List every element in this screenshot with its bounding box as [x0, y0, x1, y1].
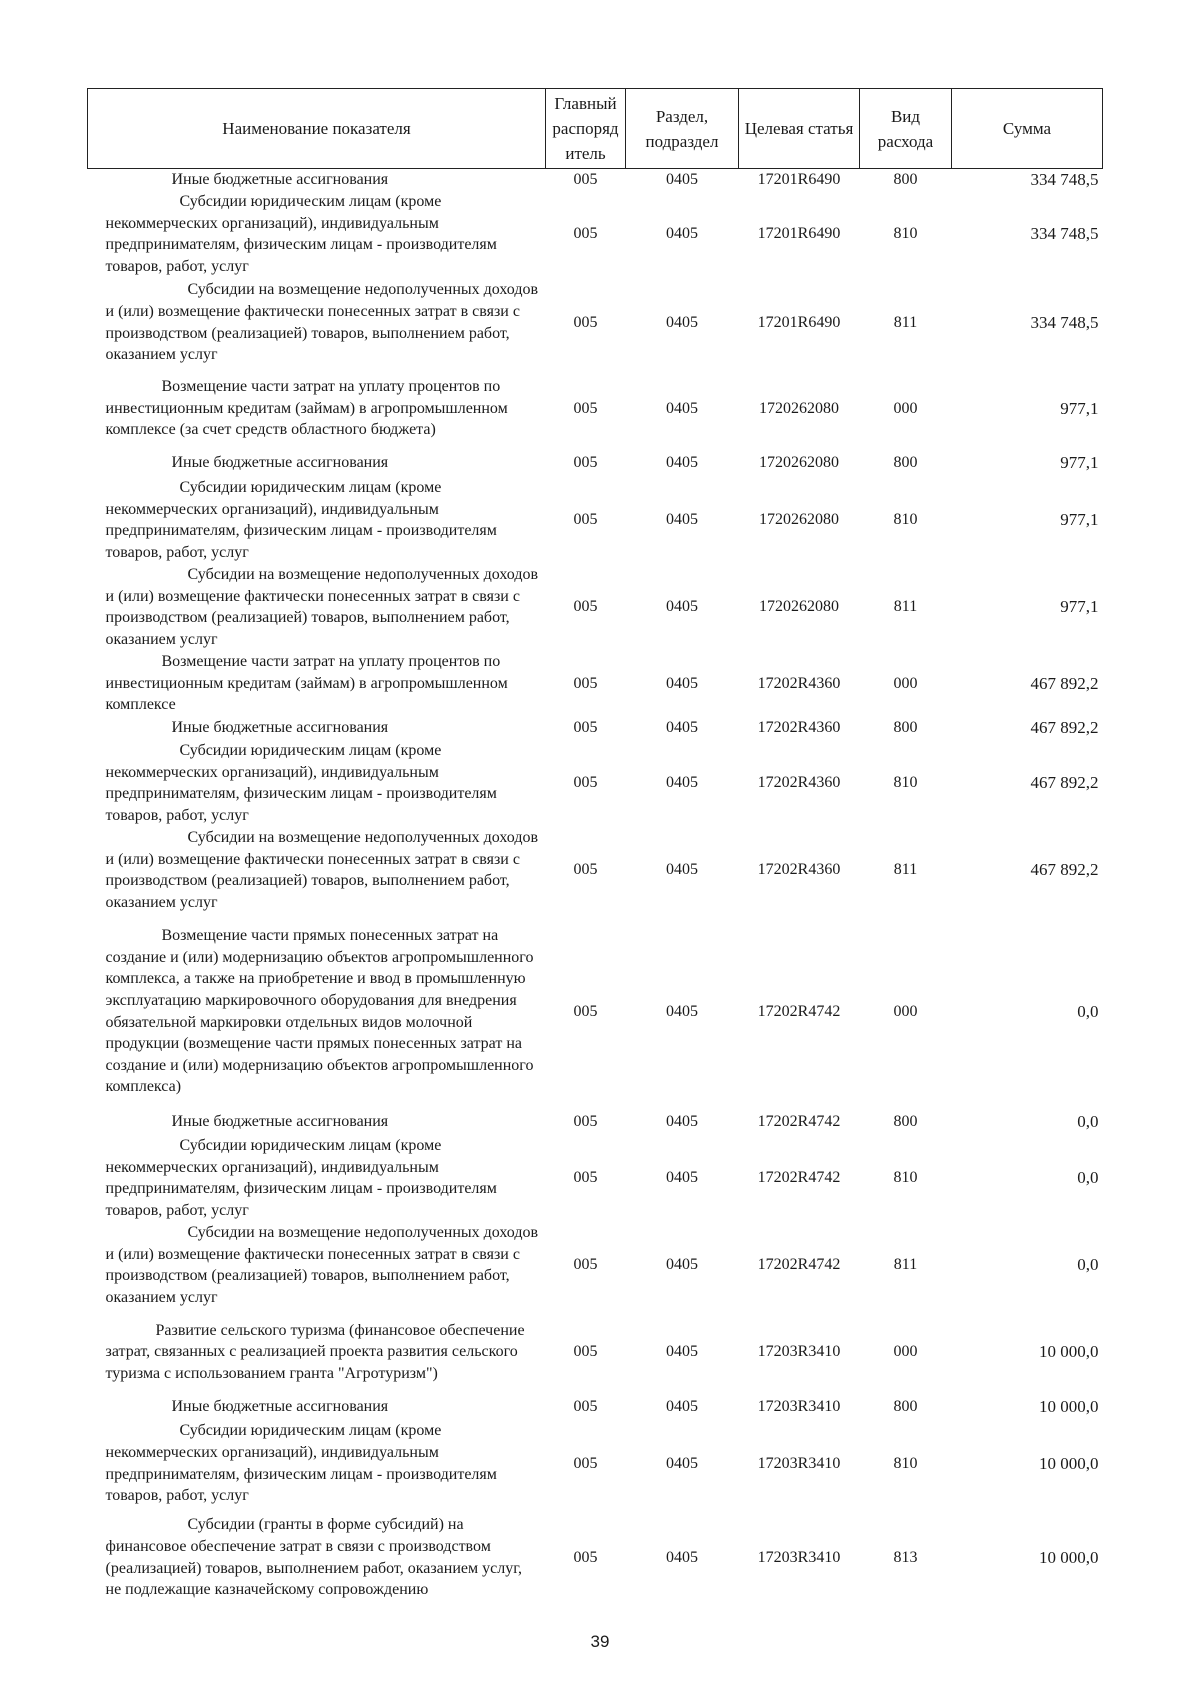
- row-target-item: 17201R6490: [757, 313, 841, 331]
- row-target-item: 17202R4360: [757, 774, 841, 792]
- row-amount: 467 892,2: [1030, 860, 1099, 880]
- table-row: [88, 1135, 1103, 1222]
- row-amount: 10 000,0: [1039, 1453, 1099, 1473]
- row-name: Иные бюджетные ассигнования: [171, 1113, 389, 1131]
- row-expense-kind: 000: [893, 1343, 918, 1361]
- row-target-item: 17203R3410: [757, 1548, 841, 1566]
- row-expense-kind: 800: [893, 454, 918, 472]
- row-amount: 10 000,0: [1039, 1397, 1099, 1417]
- table-row: [88, 740, 1103, 827]
- row-name: Развитие сельского туризма (финансовое обеспечение затрат, связанных с реализацией проекта развития сельского туризма с использованием гранта "Агротуризм"): [105, 1321, 525, 1382]
- row-section: 0405: [666, 1256, 698, 1274]
- row-section: 0405: [666, 1398, 698, 1416]
- row-amount: 977,1: [1060, 597, 1099, 617]
- row-main-manager: 005: [573, 313, 598, 331]
- row-name: Субсидии на возмещение недополученных доходов и (или) возмещение фактически понесенных затрат в связи с производством (реализацией) товаров, выполнением работ, оказанием услуг: [105, 565, 539, 648]
- row-amount: 467 892,2: [1030, 773, 1099, 793]
- table-row: [88, 651, 1103, 717]
- table-row: [88, 1309, 1103, 1396]
- row-name: Субсидии на возмещение недополученных доходов и (или) возмещение фактически понесенных затрат в связи с производством (реализацией) товаров, выполнением работ, оказанием услуг: [105, 281, 539, 364]
- row-section: 0405: [666, 225, 698, 243]
- row-section: 0405: [666, 511, 698, 529]
- table-row: [88, 1396, 1103, 1419]
- row-expense-kind: 810: [893, 1454, 918, 1472]
- row-target-item: 1720262080: [759, 598, 839, 616]
- row-name: Субсидии юридическим лицам (кроме некоммерческих организаций), индивидуальным предпринимателям, физическим лицам - производителям товаров, работ, услуг: [105, 1136, 497, 1219]
- row-expense-kind: 810: [893, 774, 918, 792]
- row-main-manager: 005: [573, 1169, 598, 1187]
- row-section: 0405: [666, 399, 698, 417]
- row-main-manager: 005: [573, 598, 598, 616]
- row-section: 0405: [666, 171, 698, 188]
- row-name: Иные бюджетные ассигнования: [171, 719, 389, 737]
- header-main-manager: Главный распоряд итель: [546, 89, 626, 169]
- row-name: Возмещение части затрат на уплату процентов по инвестиционным кредитам (займам) в агропромышленном комплексе: [105, 653, 508, 714]
- row-amount: 977,1: [1060, 398, 1099, 418]
- table-row: [88, 564, 1103, 651]
- row-main-manager: 005: [573, 861, 598, 879]
- row-target-item: 17202R4742: [757, 1256, 841, 1274]
- row-target-item: 1720262080: [759, 399, 839, 417]
- row-main-manager: 005: [573, 399, 598, 417]
- row-section: 0405: [666, 1548, 698, 1566]
- row-target-item: 17203R3410: [757, 1454, 841, 1472]
- row-name: Иные бюджетные ассигнования: [171, 171, 389, 188]
- page-number: 39: [590, 1632, 610, 1651]
- row-expense-kind: 810: [893, 225, 918, 243]
- row-expense-kind: 000: [893, 399, 918, 417]
- row-name: Субсидии юридическим лицам (кроме некоммерческих организаций), индивидуальным предпринимателям, физическим лицам - производителям товаров, работ, услуг: [105, 478, 497, 561]
- table-row: [88, 368, 1103, 450]
- row-section: 0405: [666, 598, 698, 616]
- row-main-manager: 005: [573, 1343, 598, 1361]
- row-main-manager: 005: [573, 171, 598, 188]
- table-row: [88, 1509, 1103, 1607]
- header-amount: Сумма: [952, 89, 1103, 169]
- header-section: Раздел, подраздел: [626, 89, 739, 169]
- row-section: 0405: [666, 1002, 698, 1020]
- row-main-manager: 005: [573, 719, 598, 737]
- table-row: [88, 827, 1103, 914]
- row-amount: 0,0: [1077, 1168, 1099, 1188]
- row-name: Возмещение части затрат на уплату процентов по инвестиционным кредитам (займам) в агропромышленном комплексе (за счет средств областного бюджета): [105, 378, 508, 439]
- row-name: Субсидии юридическим лицам (кроме некоммерческих организаций), индивидуальным предпринимателям, физическим лицам - производителям товаров, работ, услуг: [105, 741, 497, 824]
- row-expense-kind: 811: [893, 861, 918, 879]
- row-expense-kind: 800: [893, 171, 918, 188]
- row-expense-kind: 000: [893, 1002, 918, 1020]
- table-row: [88, 477, 1103, 564]
- row-main-manager: 005: [573, 1256, 598, 1274]
- table-row: [88, 191, 1103, 278]
- table-row: [88, 278, 1103, 368]
- row-target-item: 17202R4742: [757, 1002, 841, 1020]
- row-section: 0405: [666, 861, 698, 879]
- row-section: 0405: [666, 1169, 698, 1187]
- row-amount: 467 892,2: [1030, 673, 1099, 693]
- row-main-manager: 005: [573, 454, 598, 472]
- row-section: 0405: [666, 674, 698, 692]
- row-main-manager: 005: [573, 225, 598, 243]
- row-name: Субсидии (гранты в форме субсидий) на финансовое обеспечение затрат в связи с производством (реализацией) товаров, выполнением работ, оказанием услуг, не подлежащие казначейскому сопровождению: [105, 1516, 522, 1599]
- row-expense-kind: 810: [893, 1169, 918, 1187]
- row-amount: 334 748,5: [1030, 312, 1099, 332]
- row-expense-kind: 800: [893, 719, 918, 737]
- row-name: Субсидии на возмещение недополученных доходов и (или) возмещение фактически понесенных затрат в связи с производством (реализацией) товаров, выполнением работ, оказанием услуг: [105, 1223, 539, 1306]
- row-main-manager: 005: [573, 511, 598, 529]
- header-expense-kind: Вид расхода: [860, 89, 952, 169]
- row-name: Иные бюджетные ассигнования: [171, 1398, 389, 1416]
- row-section: 0405: [666, 313, 698, 331]
- row-expense-kind: 811: [893, 598, 918, 616]
- row-main-manager: 005: [573, 1113, 598, 1131]
- table-row: [88, 450, 1103, 477]
- row-amount: 334 748,5: [1030, 170, 1099, 189]
- row-target-item: 17201R6490: [757, 225, 841, 243]
- row-amount: 467 892,2: [1030, 718, 1099, 738]
- row-target-item: 17202R4742: [757, 1169, 841, 1187]
- row-name: Субсидии юридическим лицам (кроме некоммерческих организаций), индивидуальным предпринимателям, физическим лицам - производителям товаров, работ, услуг: [105, 1422, 497, 1505]
- table-row: [88, 169, 1103, 191]
- table-header: [88, 89, 1103, 169]
- row-section: 0405: [666, 1343, 698, 1361]
- row-target-item: 17202R4360: [757, 674, 841, 692]
- table-row: [88, 914, 1103, 1110]
- row-amount: 0,0: [1077, 1001, 1099, 1021]
- row-name: Субсидии на возмещение недополученных доходов и (или) возмещение фактически понесенных затрат в связи с производством (реализацией) товаров, выполнением работ, оказанием услуг: [105, 828, 539, 911]
- row-amount: 0,0: [1077, 1255, 1099, 1275]
- row-section: 0405: [666, 1454, 698, 1472]
- row-section: 0405: [666, 774, 698, 792]
- row-main-manager: 005: [573, 674, 598, 692]
- header-name: Наименование показателя: [88, 89, 546, 169]
- row-name: Возмещение части прямых понесенных затрат на создание и (или) модернизацию объектов агропромышленного комплекса, а также на приобретение и ввод в промышленную эксплуатацию маркировочного оборудования для внедрения обязательной маркировки отдельных видов молочной продукции (возмещение части прямых понесенных затрат на создание и (или) модернизацию объектов агропромышленного комплекса): [105, 927, 534, 1096]
- row-name: Иные бюджетные ассигнования: [171, 454, 389, 472]
- header-target-item: Целевая статья: [739, 89, 860, 169]
- table-row: [88, 717, 1103, 740]
- row-name: Субсидии юридическим лицам (кроме некоммерческих организаций), индивидуальным предпринимателям, физическим лицам - производителям товаров, работ, услуг: [105, 192, 497, 275]
- row-target-item: 17203R3410: [757, 1398, 841, 1416]
- row-amount: 977,1: [1060, 453, 1099, 473]
- row-target-item: 17202R4360: [757, 861, 841, 879]
- row-main-manager: 005: [573, 1002, 598, 1020]
- table-row: [88, 1222, 1103, 1309]
- row-target-item: 17201R6490: [757, 171, 841, 188]
- row-target-item: 17203R3410: [757, 1343, 841, 1361]
- row-expense-kind: 800: [893, 1113, 918, 1131]
- budget-table: [87, 88, 1103, 1607]
- row-target-item: 17202R4360: [757, 719, 841, 737]
- row-section: 0405: [666, 719, 698, 737]
- row-main-manager: 005: [573, 1398, 598, 1416]
- row-amount: 10 000,0: [1039, 1342, 1099, 1362]
- row-section: 0405: [666, 1113, 698, 1131]
- row-main-manager: 005: [573, 1548, 598, 1566]
- row-amount: 0,0: [1077, 1112, 1099, 1132]
- row-expense-kind: 811: [893, 1256, 918, 1274]
- row-expense-kind: 800: [893, 1398, 918, 1416]
- row-expense-kind: 810: [893, 511, 918, 529]
- table-row: [88, 1419, 1103, 1509]
- row-amount: 334 748,5: [1030, 224, 1099, 244]
- row-expense-kind: 811: [893, 313, 918, 331]
- row-main-manager: 005: [573, 1454, 598, 1472]
- row-expense-kind: 000: [893, 674, 918, 692]
- table-body: [88, 169, 1103, 1607]
- row-target-item: 1720262080: [759, 454, 839, 472]
- row-target-item: 1720262080: [759, 511, 839, 529]
- row-amount: 10 000,0: [1039, 1547, 1099, 1567]
- table-row: [88, 1110, 1103, 1135]
- row-main-manager: 005: [573, 774, 598, 792]
- row-expense-kind: 813: [893, 1548, 918, 1566]
- row-amount: 977,1: [1060, 510, 1099, 530]
- row-target-item: 17202R4742: [757, 1113, 841, 1131]
- row-section: 0405: [666, 454, 698, 472]
